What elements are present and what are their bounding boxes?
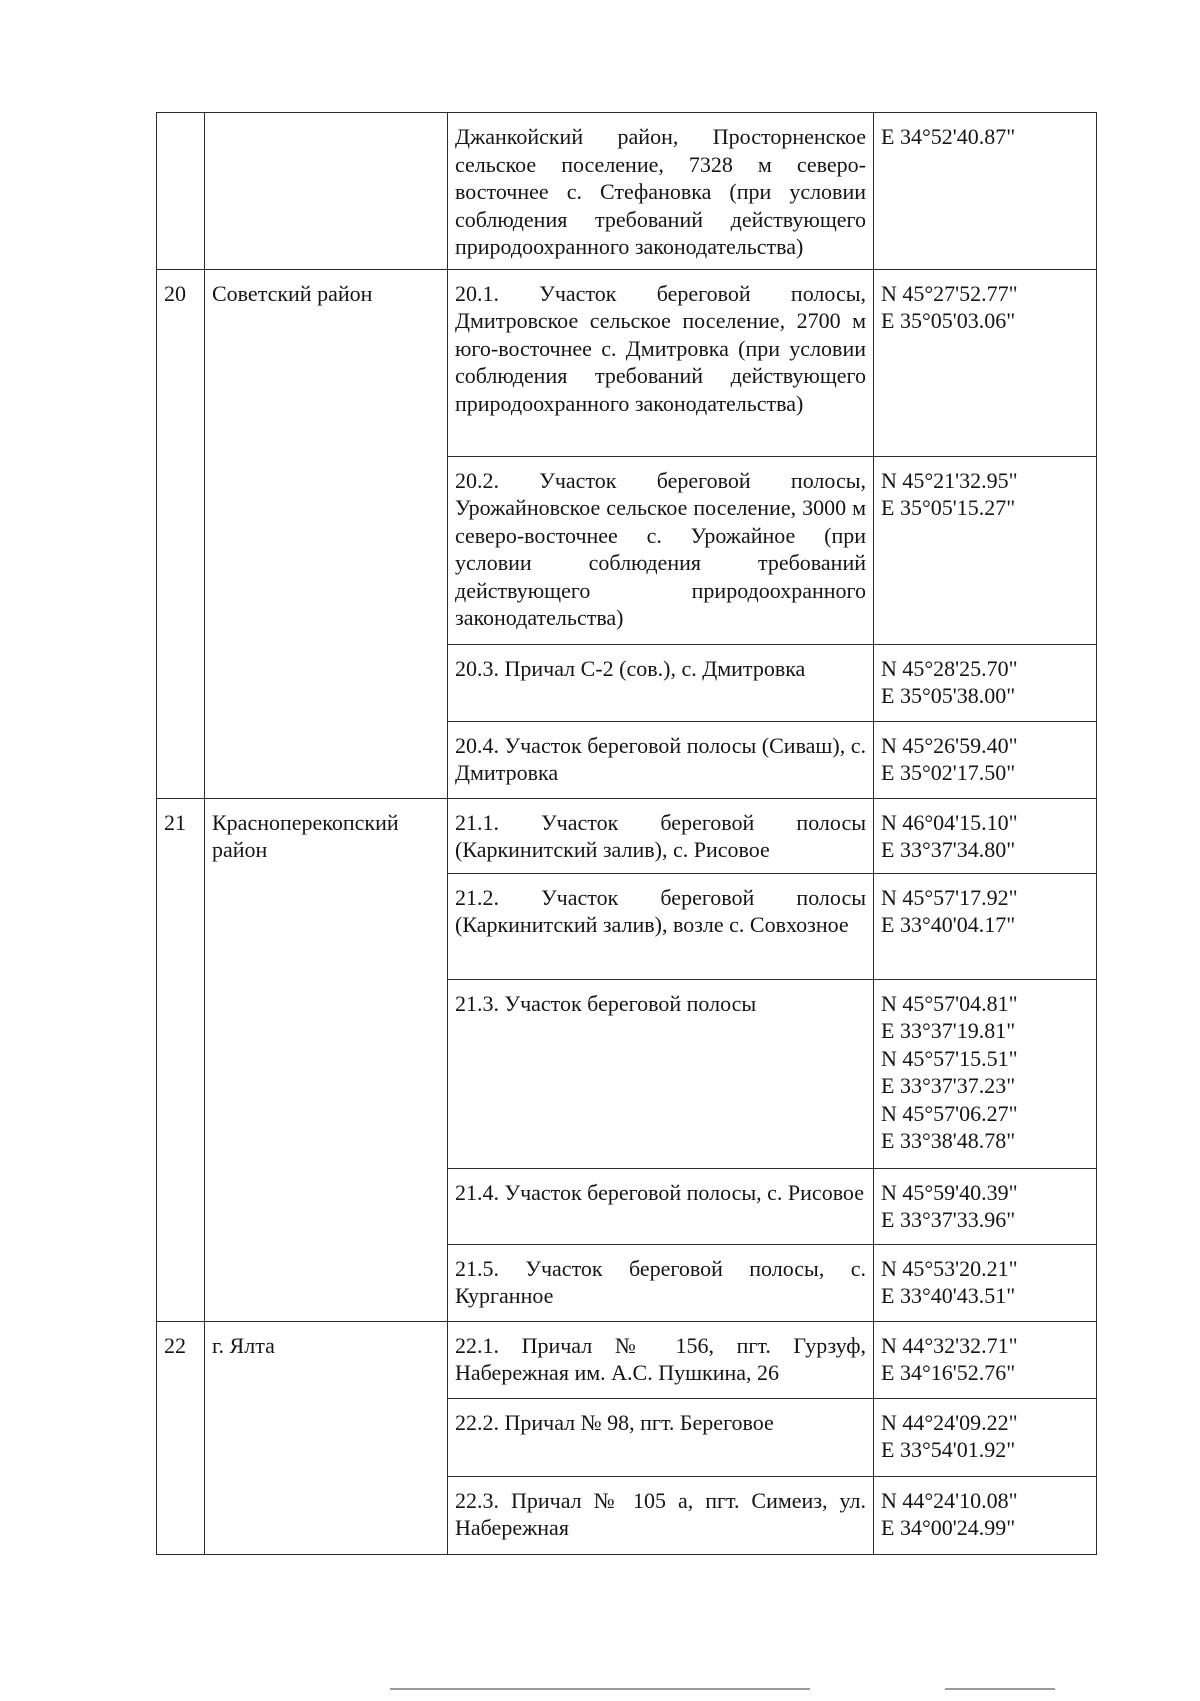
site-description: 22.2. Причал № 98, пгт. Береговое [448,1398,874,1476]
site-coordinates: N 45°53'20.21" E 33°40'43.51" [874,1244,1097,1321]
table-row [157,1321,1097,1398]
site-coordinates: N 44°24'09.22" E 33°54'01.92" [874,1398,1097,1476]
site-description: 20.3. Причал С-2 (сов.), с. Дмитровка [448,644,874,721]
site-description: 20.1. Участок береговой полосы, Дмитровское сельское поселение, 2700 м юго-восточнее с. Дмитровка (при условии соблюдения требований действующего природоохранного законодательства) [448,269,874,456]
row-number: 21 [157,798,205,1321]
site-description: 22.3. Причал № 105 а, пгт. Симеиз, ул. Набережная [448,1476,874,1554]
region-name: Красноперекопский район [205,798,448,1321]
site-description: 21.1. Участок береговой полосы (Каркинитский залив), с. Рисовое [448,798,874,873]
scan-artifact [390,1688,810,1690]
site-description: 21.4. Участок береговой полосы, с. Рисовое [448,1168,874,1244]
region-name: г. Ялта [205,1321,448,1554]
site-coordinates: N 44°24'10.08" E 34°00'24.99" [874,1476,1097,1554]
row-number [157,113,205,270]
site-coordinates: N 45°26'59.40" E 35°02'17.50" [874,721,1097,798]
site-coordinates: N 46°04'15.10" E 33°37'34.80" [874,798,1097,873]
site-coordinates: E 34°52'40.87" [874,113,1097,270]
region-name [205,113,448,270]
site-coordinates: N 45°28'25.70" E 35°05'38.00" [874,644,1097,721]
row-number: 22 [157,1321,205,1554]
site-description: Джанкойский район, Просторненское сельское поселение, 7328 м северо-восточнее с. Стефановка (при условии соблюдения требований действующего природоохранного законодательства) [448,113,874,270]
scan-artifact [945,1688,1055,1690]
site-coordinates: N 45°57'17.92" E 33°40'04.17" [874,873,1097,979]
region-name: Советский район [205,269,448,798]
site-description: 21.2. Участок береговой полосы (Каркинитский залив), возле с. Совхозное [448,873,874,979]
locations-table [156,112,1097,1555]
site-coordinates: N 45°59'40.39" E 33°37'33.96" [874,1168,1097,1244]
site-description: 21.3. Участок береговой полосы [448,979,874,1168]
site-description: 20.2. Участок береговой полосы, Урожайновское сельское поселение, 3000 м северо-восточнее с. Урожайное (при условии соблюдения требований действующего природоохранного законодательства) [448,456,874,644]
table-row [157,269,1097,456]
site-coordinates: N 45°57'04.81" E 33°37'19.81" N 45°57'15.51" E 33°37'37.23" N 45°57'06.27" E 33°38'48.78" [874,979,1097,1168]
table-row [157,113,1097,270]
site-description: 20.4. Участок береговой полосы (Сиваш), с. Дмитровка [448,721,874,798]
site-description: 21.5. Участок береговой полосы, с. Курганное [448,1244,874,1321]
site-coordinates: N 45°21'32.95" E 35°05'15.27" [874,456,1097,644]
site-description: 22.1. Причал № 156, пгт. Гурзуф, Набережная им. А.С. Пушкина, 26 [448,1321,874,1398]
site-coordinates: N 45°27'52.77" E 35°05'03.06" [874,269,1097,456]
row-number: 20 [157,269,205,798]
table-row [157,798,1097,873]
site-coordinates: N 44°32'32.71" E 34°16'52.76" [874,1321,1097,1398]
